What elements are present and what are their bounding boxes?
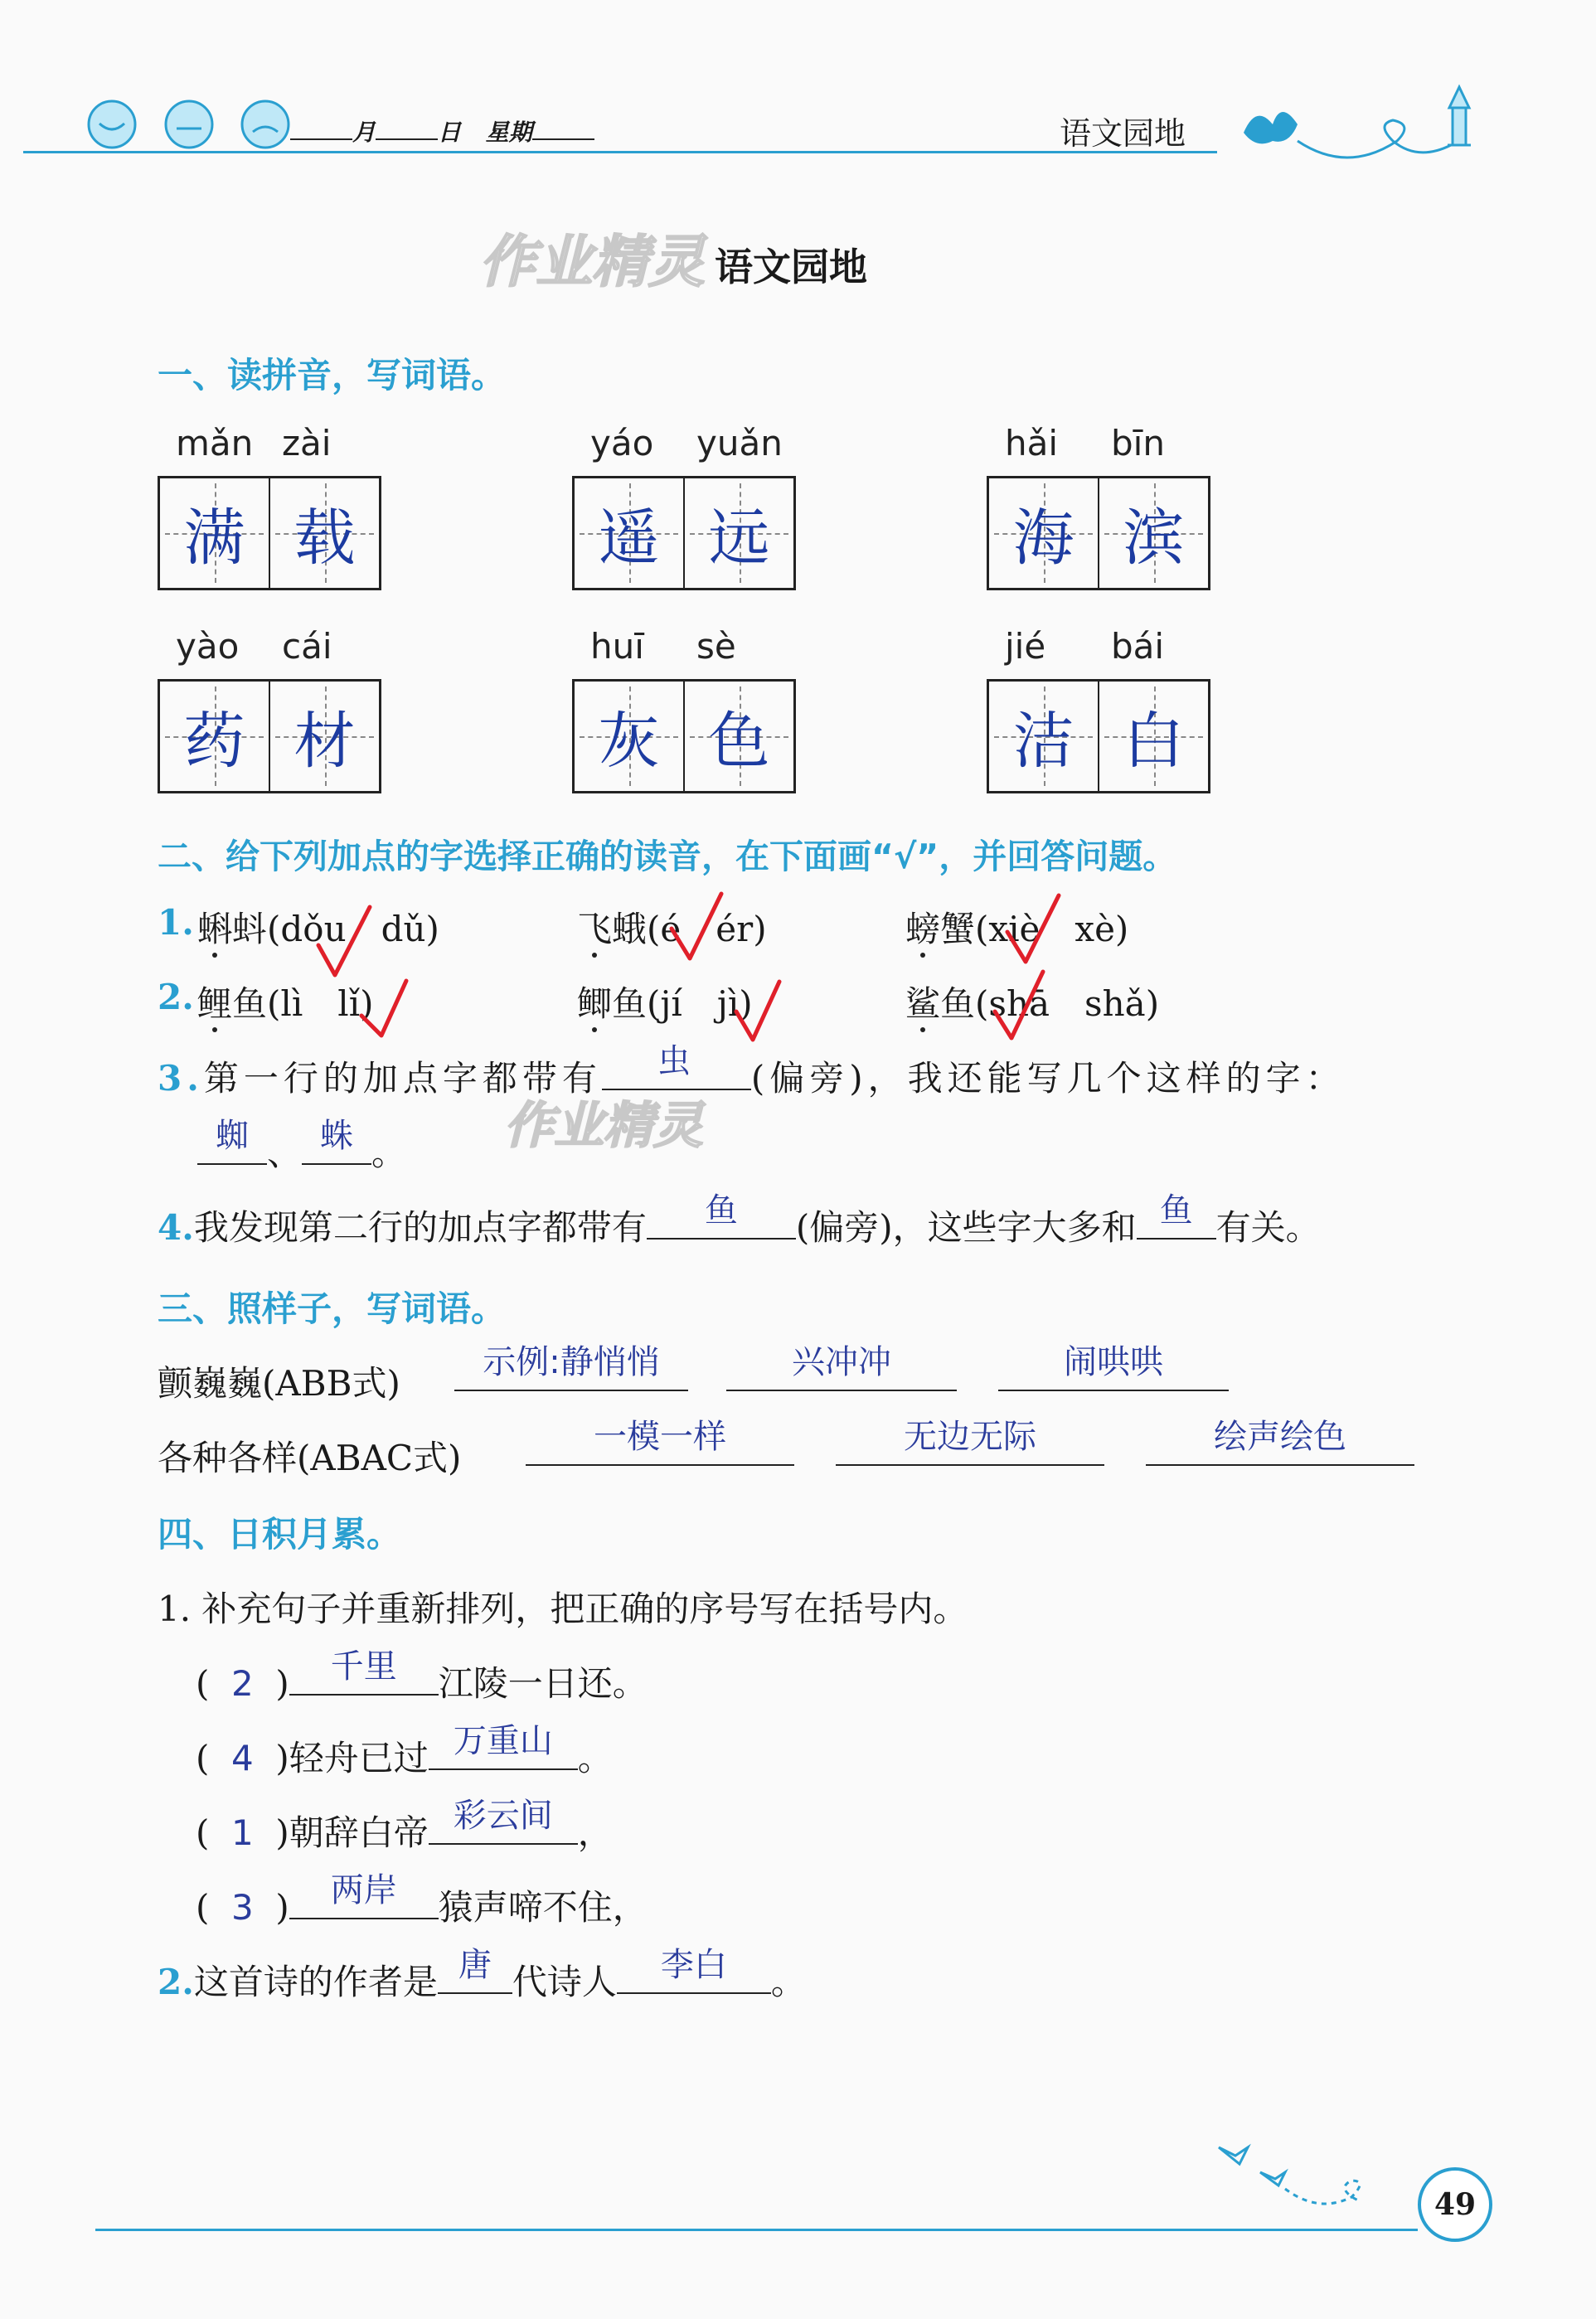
row1-item-c[interactable]: 螃蟹(xiè xè) <box>905 909 1129 949</box>
abb-blank-1[interactable]: 示例:静悄悄 <box>454 1356 688 1400</box>
poem-line: ( 3 ) 两岸 猿声啼不住， <box>196 1871 648 1928</box>
poem-line: ( 1 )朝辞白帝 彩云间 ， <box>196 1797 613 1853</box>
pinyin-2: bīn <box>1111 423 1165 463</box>
row2-item-c[interactable]: 鲨鱼(shā shǎ) <box>905 983 1160 1024</box>
order-paren[interactable]: ( 3 ) <box>196 1887 289 1928</box>
abac-blank-3[interactable]: 绘声绘色 <box>1146 1431 1414 1474</box>
part2-heading: 二、给下列加点的字选择正确的读音，在下面画“√”，并回答问题。 <box>158 837 1177 876</box>
handwritten-char: 材 <box>293 706 356 777</box>
check-mark-icon <box>318 907 370 975</box>
part1-heading: 一、读拼音，写词语。 <box>158 355 507 395</box>
order-paren[interactable]: ( 2 ) <box>196 1663 289 1704</box>
abb-row: 颤巍巍(ABB式) <box>158 1363 400 1404</box>
question-3: 3.第一行的加点字都带有 虫 (偏旁)，我还能写几个这样的字： <box>158 1042 1346 1099</box>
part2-row2: 2. <box>158 977 194 1017</box>
part4-q2: 2.这首诗的作者是 唐 代诗人 李白 。 <box>158 1946 806 2002</box>
poem-blank[interactable]: 彩云间 <box>429 1810 578 1845</box>
q3-char-blank-1[interactable]: 蜘 <box>197 1130 267 1165</box>
poem-blank[interactable]: 千里 <box>289 1661 439 1696</box>
abac-row: 各种各样(ABAC式) <box>158 1438 462 1478</box>
part4-heading: 四、日积月累。 <box>158 1514 402 1555</box>
pinyin-1: yáo <box>590 423 654 463</box>
page-number: 49 <box>1418 2167 1492 2242</box>
row2-item-a[interactable]: 鲤鱼(lì lǐ) <box>197 983 374 1024</box>
handwritten-char: 白 <box>1123 706 1185 777</box>
check-mark-icon <box>361 981 406 1036</box>
question-4: 4.我发现第二行的加点字都带有 鱼 (偏旁)，这些字大多和 鱼 有关。 <box>158 1191 1321 1248</box>
question-3-answers: 蜘 、 蛛 。 <box>197 1126 406 1176</box>
pinyin-2: sè <box>696 626 736 667</box>
check-mark-icon <box>672 894 721 958</box>
q4-related-blank[interactable]: 鱼 <box>1137 1205 1216 1240</box>
header-section-title: 语文园地 <box>1060 115 1186 152</box>
poem-line: ( 4 )轻舟已过 万重山 。 <box>196 1722 613 1778</box>
handwritten-char: 滨 <box>1123 502 1185 574</box>
handwritten-char: 满 <box>183 502 245 574</box>
bird-trail-icon <box>1210 2131 1426 2222</box>
pinyin-1: hǎi <box>1005 423 1059 463</box>
check-mark-icon <box>1007 895 1059 962</box>
check-mark-icon <box>995 972 1043 1038</box>
part4-q1: 1. 补充句子并重新排列，把正确的序号写在括号内。 <box>158 1589 968 1629</box>
handwritten-char: 药 <box>183 706 245 777</box>
row2-item-b[interactable]: 鲫鱼(jí jì) <box>577 983 753 1024</box>
handwritten-char: 远 <box>708 502 770 574</box>
part3-heading: 三、照样子，写词语。 <box>158 1288 507 1329</box>
abb-blank-3[interactable]: 闹哄哄 <box>998 1356 1229 1400</box>
pinyin-1: yào <box>176 626 240 667</box>
handwritten-char: 海 <box>1012 502 1075 574</box>
pinyin-1: mǎn <box>176 423 254 463</box>
abb-blank-2[interactable]: 兴冲冲 <box>726 1356 957 1400</box>
q3-char-blank-2[interactable]: 蛛 <box>302 1130 371 1165</box>
watermark: 作业精灵 <box>479 230 706 295</box>
check-mark-icon <box>736 982 779 1040</box>
row1-item-b[interactable]: 飞蛾(é ér) <box>577 909 767 949</box>
pinyin-2: bái <box>1111 626 1165 667</box>
date-line: 月 日 星期 <box>290 114 594 148</box>
footer-rule <box>95 2229 1418 2231</box>
part2-row1: 1. <box>158 902 194 943</box>
handwritten-char: 灰 <box>598 706 660 777</box>
poet-blank[interactable]: 李白 <box>617 1959 771 1994</box>
q3-radical-blank[interactable]: 虫 <box>602 1055 751 1090</box>
handwritten-char: 洁 <box>1012 706 1075 777</box>
row1-item-a[interactable]: 蝌蚪(dǒu dǔ) <box>197 909 439 949</box>
poem-blank[interactable]: 万重山 <box>429 1735 578 1770</box>
poem-blank[interactable]: 两岸 <box>289 1885 439 1919</box>
page-title: 语文园地 <box>715 245 867 289</box>
dynasty-blank[interactable]: 唐 <box>438 1959 512 1994</box>
watermark-2: 作业精灵 <box>504 1097 703 1155</box>
handwritten-char: 色 <box>708 706 770 777</box>
handwritten-char: 遥 <box>598 502 660 574</box>
abac-blank-2[interactable]: 无边无际 <box>836 1431 1104 1474</box>
pinyin-1: huī <box>590 626 644 667</box>
q4-radical-blank[interactable]: 鱼 <box>647 1205 796 1240</box>
poem-line: ( 2 ) 千里 江陵一日还。 <box>196 1647 648 1704</box>
pinyin-2: cái <box>282 626 332 667</box>
handwritten-char: 载 <box>293 502 356 574</box>
abac-blank-1[interactable]: 一模一样 <box>526 1431 794 1474</box>
pinyin-2: zài <box>282 423 332 463</box>
pinyin-1: jié <box>1005 626 1046 667</box>
order-paren[interactable]: ( 4 ) <box>196 1738 289 1778</box>
order-paren[interactable]: ( 1 ) <box>196 1812 289 1853</box>
pinyin-2: yuǎn <box>696 423 783 463</box>
